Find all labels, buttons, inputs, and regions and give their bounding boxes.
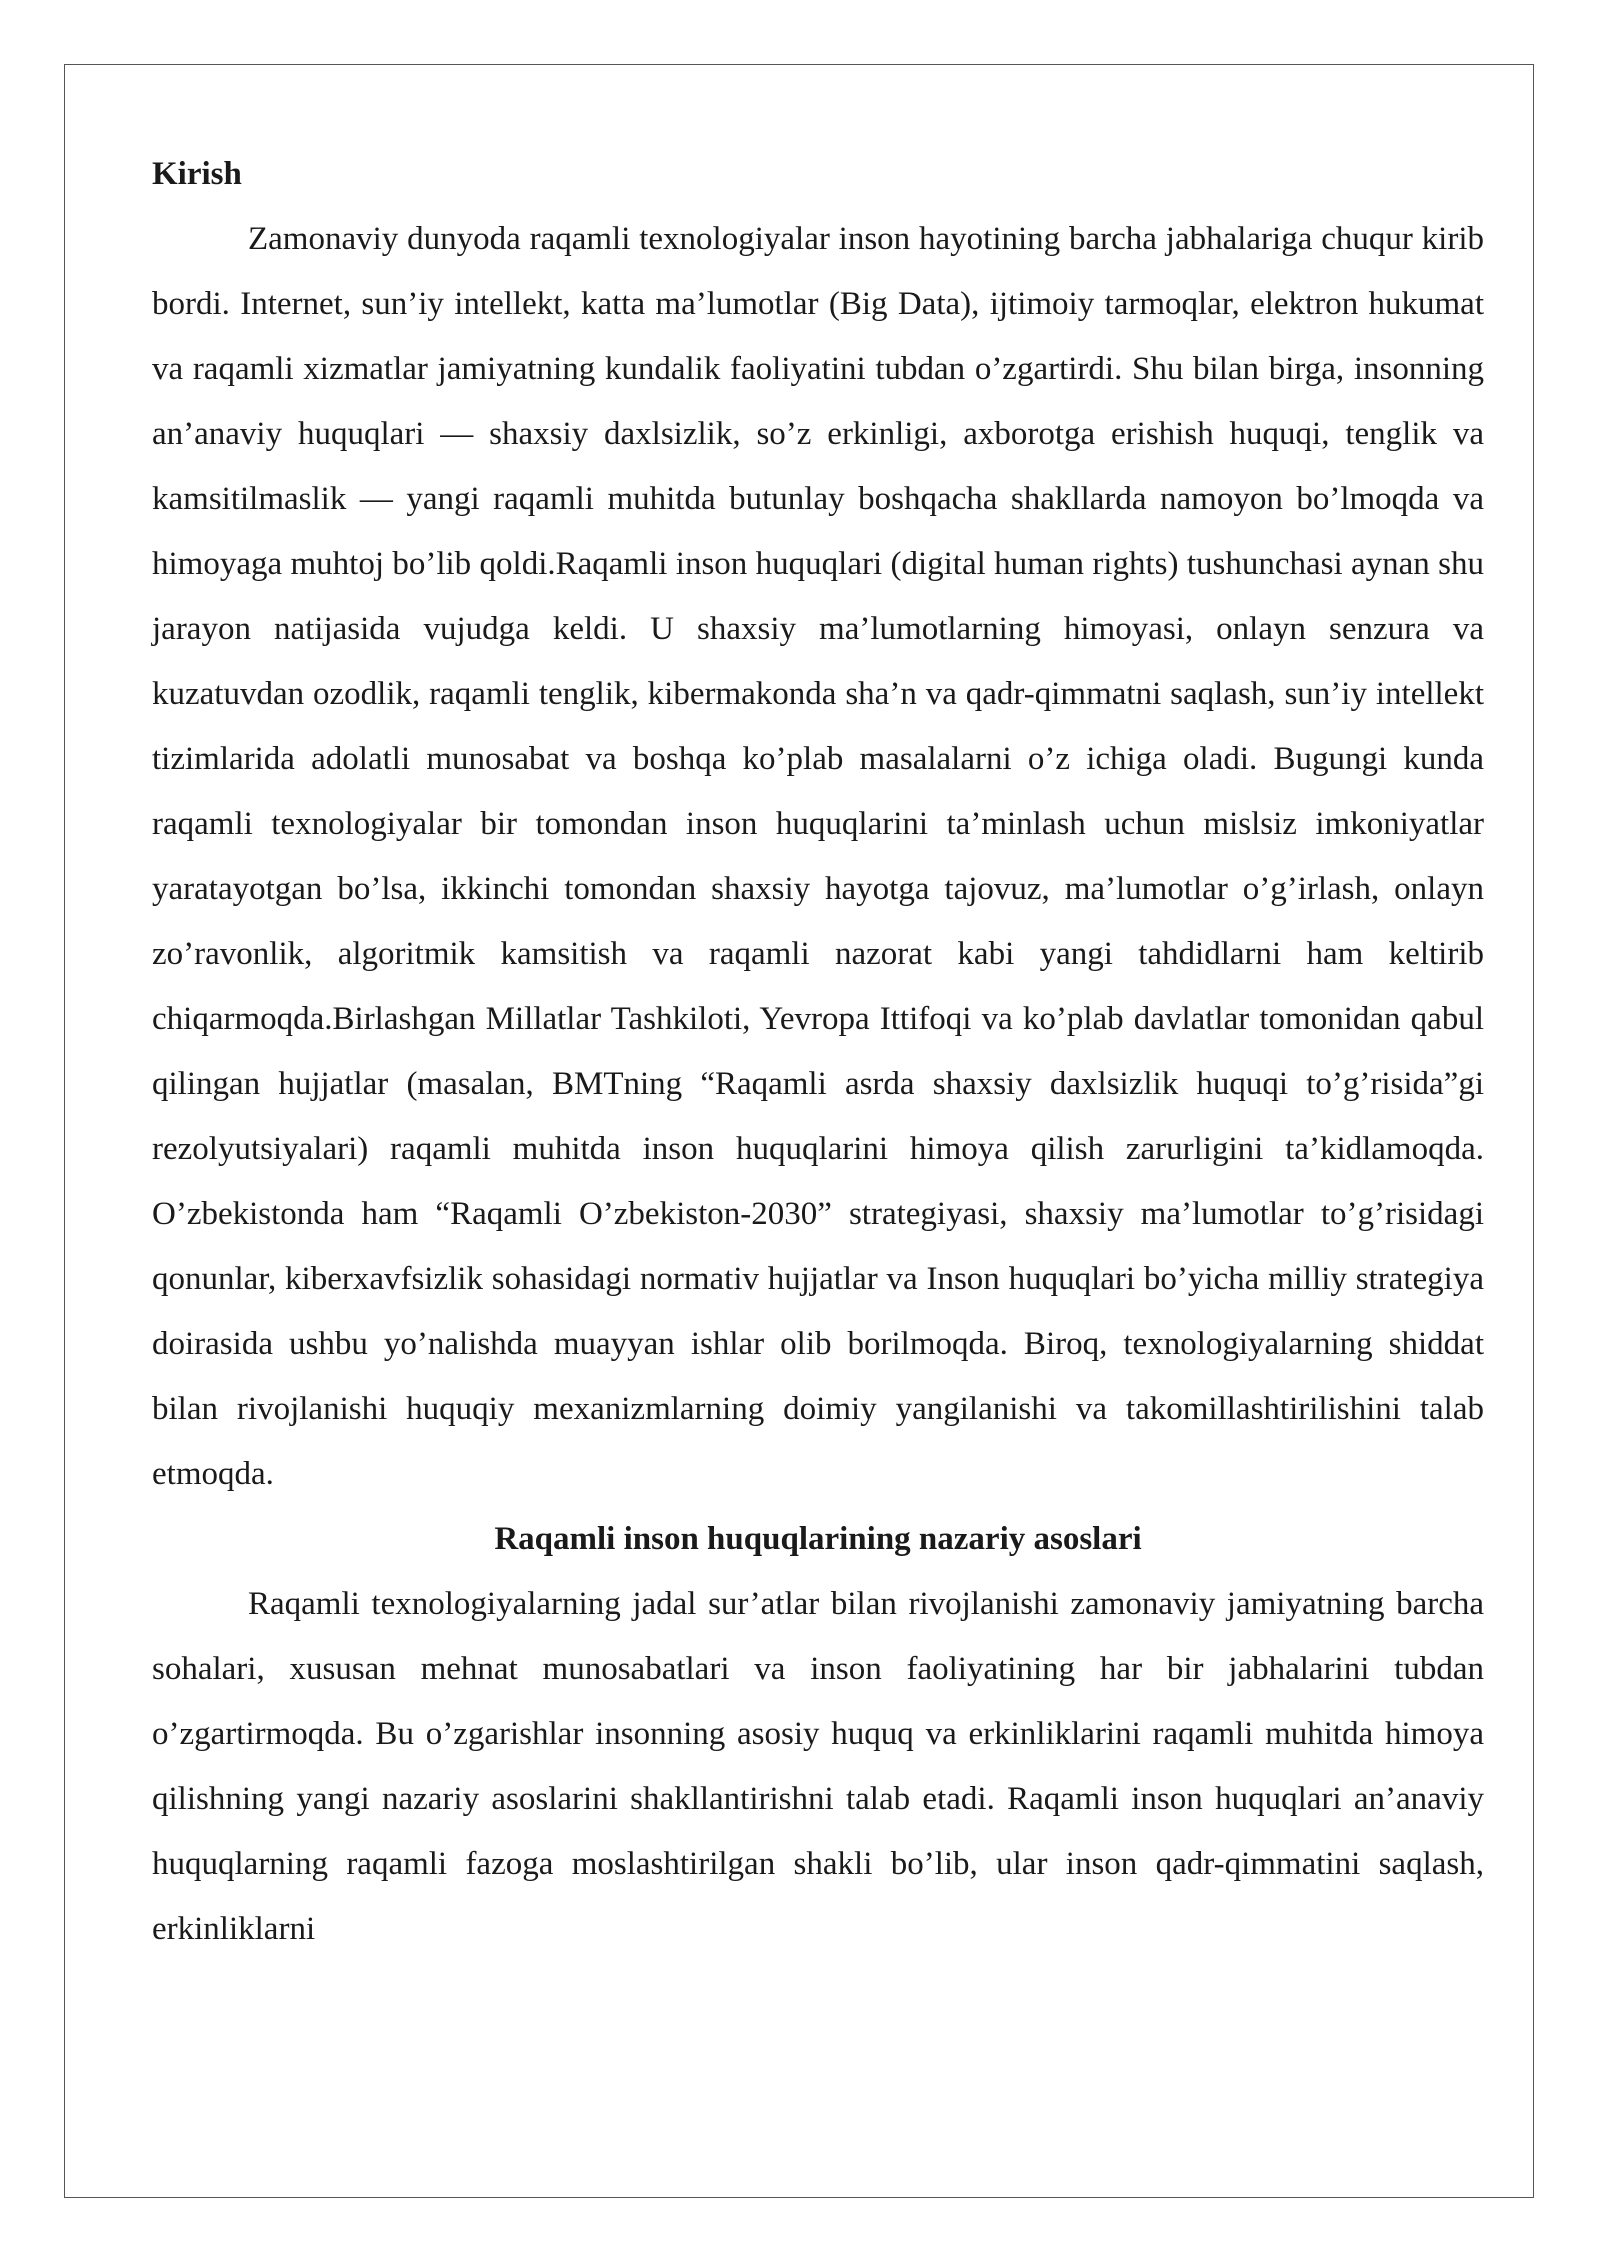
paragraph-theory: Raqamli texnologiyalarning jadal sur’atlar bilan rivojlanishi zamonaviy jamiyatning barcha sohalari, xususan mehnat munosabatlari va inson faoliyatining har bir jabhalarini tubdan o’zgartirmoqda. Bu o’zgarishlar insonning asosiy huquq va erkinliklarini raqamli muhitda himoya qilishning yangi nazariy asoslarini shakllantirishni talab etadi. Raqamli inson huquqlari an’anaviy huquqlarning raqamli fazoga moslashtirilgan shakli bo’lib, ular inson qadr-qimmatini saqlash, erkinliklarni	[152, 1586, 1484, 1947]
section-heading-kirish: Kirish	[152, 156, 242, 192]
paragraph-introduction: Zamonaviy dunyoda raqamli texnologiyalar inson hayotining barcha jabhalariga chuqur kirib bordi. Internet, sun’iy intellekt, katta ma’lumotlar (Big Data), ijtimoiy tarmoqlar, elektron hukumat va raqamli xizmatlar jamiyatning kundalik faoliyatini tubdan o’zgartirdi. Shu bilan birga, insonning an’anaviy huquqlari — shaxsiy daxlsizlik, so’z erkinligi, axborotga erishish huquqi, tenglik va kamsitilmaslik — yangi raqamli muhitda butunlay boshqacha shakllarda namoyon bo’lmoqda va himoyaga muhtoj bo’lib qoldi.Raqamli inson huquqlari (digital human rights) tushunchasi aynan shu jarayon natijasida vujudga keldi. U shaxsiy ma’lumotlarning himoyasi, onlayn senzura va kuzatuvdan ozodlik, raqamli tenglik, kibermakonda sha’n va qadr-qimmatni saqlash, sun’iy intellekt tizimlarida adolatli munosabat va boshqa ko’plab masalalarni o’z ichiga oladi. Bugungi kunda raqamli texnologiyalar bir tomondan inson huquqlarini ta’minlash uchun mislsiz imkoniyatlar yaratayotgan bo’lsa, ikkinchi tomondan shaxsiy hayotga tajovuz, ma’lumotlar o’g’irlash, onlayn zo’ravonlik, algoritmik kamsitish va raqamli nazorat kabi yangi tahdidlarni ham keltirib chiqarmoqda.Birlashgan Millatlar Tashkiloti, Yevropa Ittifoqi va ko’plab davlatlar tomonidan qabul qilingan hujjatlar (masalan, BMTning “Raqamli asrda shaxsiy daxlsizlik huquqi to’g’risida”gi rezolyutsiyalari) raqamli muhitda inson huquqlarini himoya qilish zarurligini ta’kidlamoqda. O’zbekistonda ham “Raqamli O’zbekiston-2030” strategiyasi, shaxsiy ma’lumotlar to’g’risidagi qonunlar, kiberxavfsizlik sohasidagi normativ hujjatlar va Inson huquqlari bo’yicha milliy strategiya doirasida ushbu yo’nalishda muayyan ishlar olib borilmoqda. Biroq, texnologiyalarning shiddat bilan rivojlanishi huquqiy mexanizmlarning doimiy yangilanishi va takomillashtirilishini talab etmoqda.	[152, 221, 1484, 1492]
section-heading-theory: Raqamli inson huquqlarining nazariy asoslari	[494, 1521, 1142, 1557]
document-body	[152, 142, 1484, 1962]
